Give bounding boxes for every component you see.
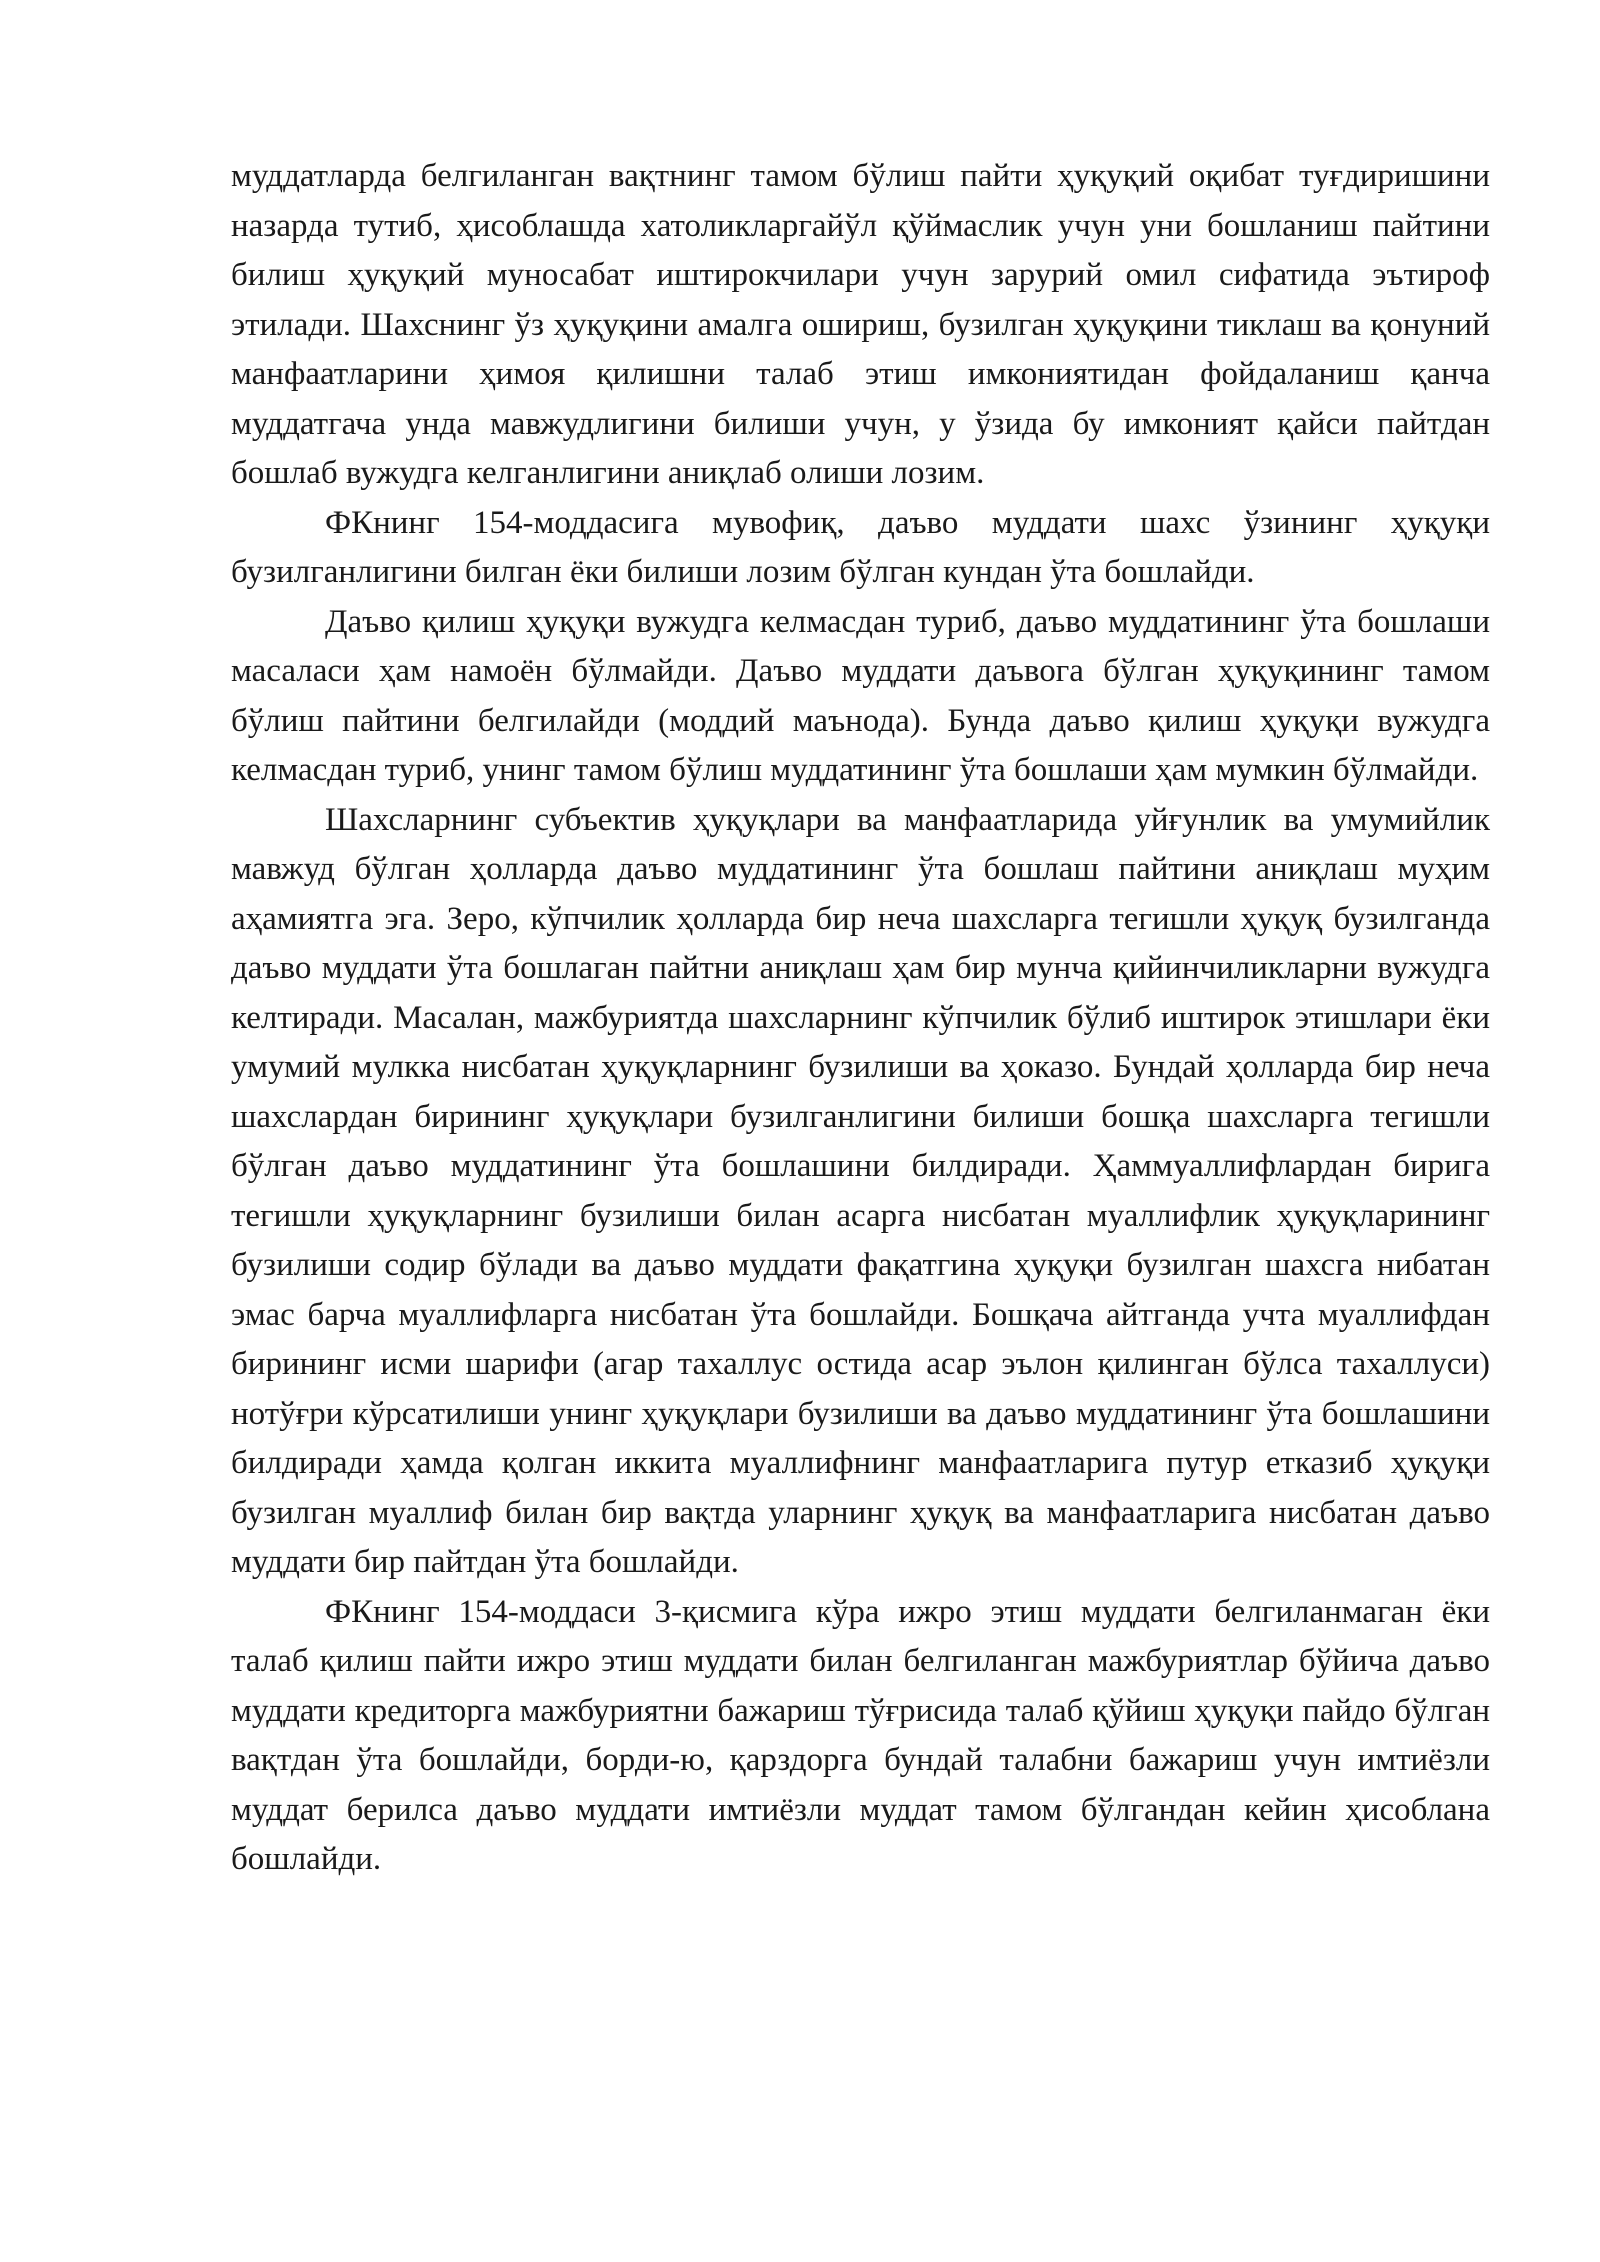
document-body (231, 152, 1490, 1885)
paragraph-1: муддатларда белгиланган вақтнинг тамом бўлиш пайти ҳуқуқий оқибат туғдиришини назарда тутиб, ҳисоблашда хатоликларгайўл қўймаслик учун уни бошланиш пайтини билиш ҳуқуқий муносабат иштирокчилари учун зарурий омил сифатида эътироф этилади. Шахснинг ўз ҳуқуқини амалга ошириш, бузилган ҳуқуқини тиклаш ва қонуний манфаатларини ҳимоя қилишни талаб этиш имкониятидан фойдаланиш қанча муддатгача унда мавжудлигини билиши учун, у ўзида бу имконият қайси пайтдан бошлаб вужудга келганлигини аниқлаб олиши лозим. (231, 158, 1490, 491)
paragraph-2: ФКнинг 154-моддасига мувофиқ, даъво муддати шахс ўзининг ҳуқуқи бузилганлигини билган ёки билиши лозим бўлган кундан ўта бошлайди. (231, 504, 1490, 590)
paragraph-3: Даъво қилиш ҳуқуқи вужудга келмасдан туриб, даъво муддатининг ўта бошлаши масаласи ҳам намоён бўлмайди. Даъво муддати даъвога бўлган ҳуқуқининг тамом бўлиш пайтини белгилайди (моддий маънода). Бунда даъво қилиш ҳуқуқи вужудга келмасдан туриб, унинг тамом бўлиш муддатининг ўта бошлаши ҳам мумкин бўлмайди. (231, 603, 1490, 788)
paragraph-5: ФКнинг 154-моддаси 3-қисмига кўра ижро этиш муддати белгиланмаган ёки талаб қилиш пайти ижро этиш муддати билан белгиланган мажбуриятлар бўйича даъво муддати кредиторга мажбуриятни бажариш тўғрисида талаб қўйиш ҳуқуқи пайдо бўлган вақтдан ўта бошлайди, борди-ю, қарздорга бундай талабни бажариш учун имтиёзли муддат берилса даъво муддати имтиёзли муддат тамом бўлгандан кейин ҳисоблана бошлайди. (231, 1593, 1490, 1877)
paragraph-4: Шахсларнинг субъектив ҳуқуқлари ва манфаатларида уйғунлик ва умумийлик мавжуд бўлган ҳолларда даъво муддатининг ўта бошлаш пайтини аниқлаш муҳим аҳамиятга эга. Зеро, кўпчилик ҳолларда бир неча шахсларга тегишли ҳуқуқ бузилганда даъво муддати ўта бошлаган пайтни аниқлаш ҳам бир мунча қийинчиликларни вужудга келтиради. Масалан, мажбуриятда шахсларнинг кўпчилик бўлиб иштирок этишлари ёки умумий мулкка нисбатан ҳуқуқларнинг бузилиши ва ҳоказо. Бундай ҳолларда бир неча шахслардан бирининг ҳуқуқлари бузилганлигини билиши бошқа шахсларга тегишли бўлган даъво муддатининг ўта бошлашини билдиради. Ҳаммуаллифлардан бирига тегишли ҳуқуқларнинг бузилиши билан асарга нисбатан муаллифлик ҳуқуқларининг бузилиши содир бўлади ва даъво муддати фақатгина ҳуқуқи бузилган шахсга нибатан эмас барча муаллифларга нисбатан ўта бошлайди. Бошқача айтганда учта муаллифдан бирининг исми шарифи (агар тахаллус остида асар эълон қилинган бўлса тахаллуси) нотўғри кўрсатилиши унинг ҳуқуқлари бузилиши ва даъво муддатининг ўта бошлашини билдиради ҳамда қолган иккита муаллифнинг манфаатларига путур етказиб ҳуқуқи бузилган муаллиф билан бир вақтда уларнинг ҳуқуқ ва манфаатларига нисбатан даъво муддати бир пайтдан ўта бошлайди. (231, 801, 1490, 1580)
